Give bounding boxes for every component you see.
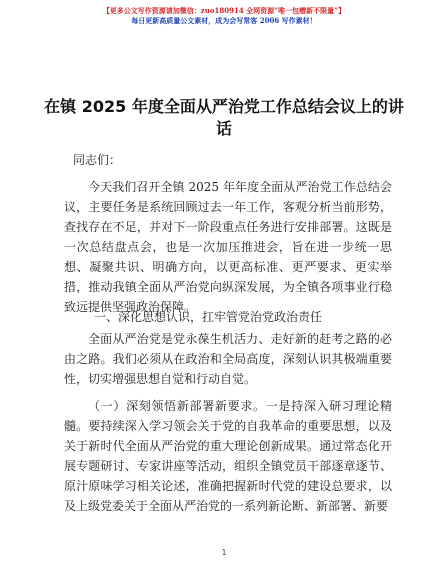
section-heading: 一、深化思想认识，扛牢管党治党政治责任 xyxy=(94,310,323,324)
page-number: 1 xyxy=(221,548,227,557)
document-title: 在镇 2025 年度全面从严治党工作总结会议上的讲话 xyxy=(44,97,404,138)
salutation: 同志们： xyxy=(73,153,122,167)
paragraph-subsection-one: （一）深刻领悟新部署新要求。一是持深入研习理论精髓。要持续深入学习领会关于党的自我革命的重要思想，以及关于新时代全面从严治党的重大理论创新成果。通过常态化开展专题研讨、专家讲座等活动，组织全镇党员干部逐章逐节、原汁原味学习相关论述，准确把握新时代党的建设总要求，以及上级党委关于全面从严治党的一系列新论断、新部署、新要 xyxy=(64,399,392,513)
promo-banner-line-1: 【更多公文写作资源请加微信：zuo180914 全网资源“唯一包赠新不限量”】 xyxy=(102,6,346,15)
promo-banner xyxy=(0,6,448,26)
paragraph-section-intro: 全面从严治党是党永葆生机活力、走好新的赶考之路的必由之路。我们必须从在政治和全局高度，深刻认识其极端重要性，切实增强思想自觉和行动自觉。 xyxy=(64,332,392,386)
paragraph-intro: 今天我们召开全镇 2025 年年度全面从严治党工作总结会议，主要任务是系统回顾过去一年工作，客观分析当前形势，查找存在不足，并对下一阶段重点任务进行安排部署。这既是一次总结盘点会，也是一次加压推进会，旨在进一步统一思想、凝聚共识、明确方向，以更高标准、更严要求、更实举措，推动我镇全面从严治党向纵深发展，为全镇各项事业行稳致远提供坚强政治保障。 xyxy=(64,180,392,314)
promo-banner-line-2: 每日更新高质量公文素材，成为会写常客 2006 写作素材！ xyxy=(131,16,317,25)
